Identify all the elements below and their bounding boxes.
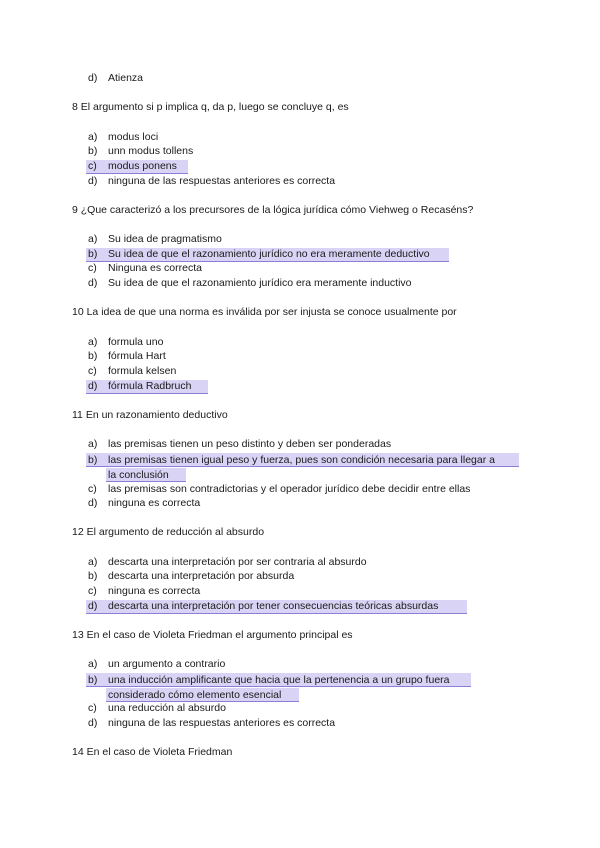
- option-letter: b): [88, 145, 98, 157]
- option-letter: b): [88, 674, 98, 686]
- option-letter: a): [88, 438, 98, 450]
- option-text: descarta una interpretación por ser contraria al absurdo: [108, 556, 367, 568]
- option-text: Su idea de pragmatismo: [108, 233, 222, 245]
- question-11: 11 En un razonamiento deductivo: [72, 409, 228, 421]
- q10-option-a: [88, 336, 163, 349]
- question-13: 13 En el caso de Violeta Friedman el argumento principal es: [72, 629, 353, 641]
- option-letter: d): [88, 277, 98, 289]
- option-text-continuation: la conclusión: [108, 469, 169, 481]
- q8-option-d: [88, 175, 335, 188]
- option-text: Ninguna es correcta: [108, 262, 202, 274]
- q11-option-c: [88, 483, 470, 496]
- q9-option-a: [88, 233, 222, 246]
- q13-option-b: [88, 673, 450, 703]
- q10-option-b: [88, 350, 166, 363]
- option-text: formula kelsen: [108, 365, 177, 377]
- q9-option-c: [88, 262, 202, 275]
- option-text: modus loci: [108, 131, 159, 143]
- option-text: modus ponens: [108, 160, 177, 172]
- q10-option-c: [88, 365, 176, 378]
- option-letter: c): [88, 365, 97, 377]
- q11-option-b: [88, 453, 495, 483]
- question-9: 9 ¿Que caracterizó a los precursores de la lógica jurídica cómo Viehweg o Recaséns?: [72, 204, 474, 216]
- q13-option-c: [88, 702, 226, 715]
- option-letter: d): [88, 175, 98, 187]
- option-letter: a): [88, 658, 98, 670]
- q13-option-a: [88, 658, 225, 671]
- option-letter: a): [88, 131, 98, 143]
- q12-option-a: [88, 556, 367, 569]
- option-text: ninguna de las respuestas anteriores es correcta: [108, 717, 336, 729]
- q12-option-b: [88, 570, 294, 583]
- option-text: las premisas tienen igual peso y fuerza, pues son condición necesaria para llegar a: [108, 454, 495, 466]
- q9-option-d: [88, 277, 412, 290]
- option-text: ninguna es correcta: [108, 497, 201, 509]
- q12-option-c: [88, 585, 200, 598]
- option-text: descarta una interpretación por tener consecuencias teóricas absurdas: [108, 600, 439, 612]
- option-text: Su idea de que el razonamiento jurídico no era meramente deductivo: [108, 248, 430, 260]
- option-prev-d: [88, 72, 143, 85]
- question-8: 8 El argumento si p implica q, da p, luego se concluye q, es: [72, 101, 349, 113]
- option-letter: c): [88, 262, 97, 274]
- q9-option-b: [88, 248, 430, 261]
- option-letter: c): [88, 160, 97, 172]
- option-letter: c): [88, 483, 97, 495]
- option-text: descarta una interpretación por absurda: [108, 570, 295, 582]
- option-text-continuation: considerado cómo elemento esencial: [108, 689, 282, 701]
- q11-option-a: [88, 438, 391, 451]
- option-text: las premisas tienen un peso distinto y deben ser ponderadas: [108, 438, 392, 450]
- question-14: 14 En el caso de Violeta Friedman: [72, 746, 233, 758]
- option-letter: b): [88, 248, 98, 260]
- option-letter: d): [88, 497, 98, 509]
- option-letter: d): [88, 72, 98, 84]
- option-text: formula uno: [108, 336, 164, 348]
- option-letter: b): [88, 454, 98, 466]
- question-10: 10 La idea de que una norma es inválida por ser injusta se conoce usualmente por: [72, 306, 457, 318]
- option-letter: d): [88, 600, 98, 612]
- q12-option-d: [88, 600, 438, 613]
- option-text: unn modus tollens: [108, 145, 194, 157]
- option-text: ninguna de las respuestas anteriores es correcta: [108, 175, 336, 187]
- option-text: una inducción amplificante que hacia que la pertenencia a un grupo fuera: [108, 674, 450, 686]
- option-text: Atienza: [108, 72, 144, 84]
- option-letter: a): [88, 556, 98, 568]
- option-text: un argumento a contrario: [108, 658, 226, 670]
- q13-option-d: [88, 717, 335, 730]
- option-text: una reducción al absurdo: [108, 702, 226, 714]
- option-letter: d): [88, 380, 98, 392]
- option-letter: a): [88, 233, 98, 245]
- q11-option-d: [88, 497, 200, 510]
- q8-option-a: [88, 131, 158, 144]
- option-text: fórmula Hart: [108, 350, 166, 362]
- option-text: ninguna es correcta: [108, 585, 201, 597]
- option-text: las premisas son contradictorias y el operador jurídico debe decidir entre ellas: [108, 483, 471, 495]
- q8-option-b: [88, 145, 193, 158]
- option-letter: a): [88, 336, 98, 348]
- question-12: 12 El argumento de reducción al absurdo: [72, 526, 265, 538]
- option-text: fórmula Radbruch: [108, 380, 192, 392]
- q8-option-c: [88, 160, 177, 173]
- option-letter: c): [88, 585, 97, 597]
- option-letter: b): [88, 350, 98, 362]
- option-letter: c): [88, 702, 97, 714]
- option-letter: b): [88, 570, 98, 582]
- option-text: Su idea de que el razonamiento jurídico era meramente inductivo: [108, 277, 412, 289]
- option-letter: d): [88, 717, 98, 729]
- q10-option-d: [88, 380, 191, 393]
